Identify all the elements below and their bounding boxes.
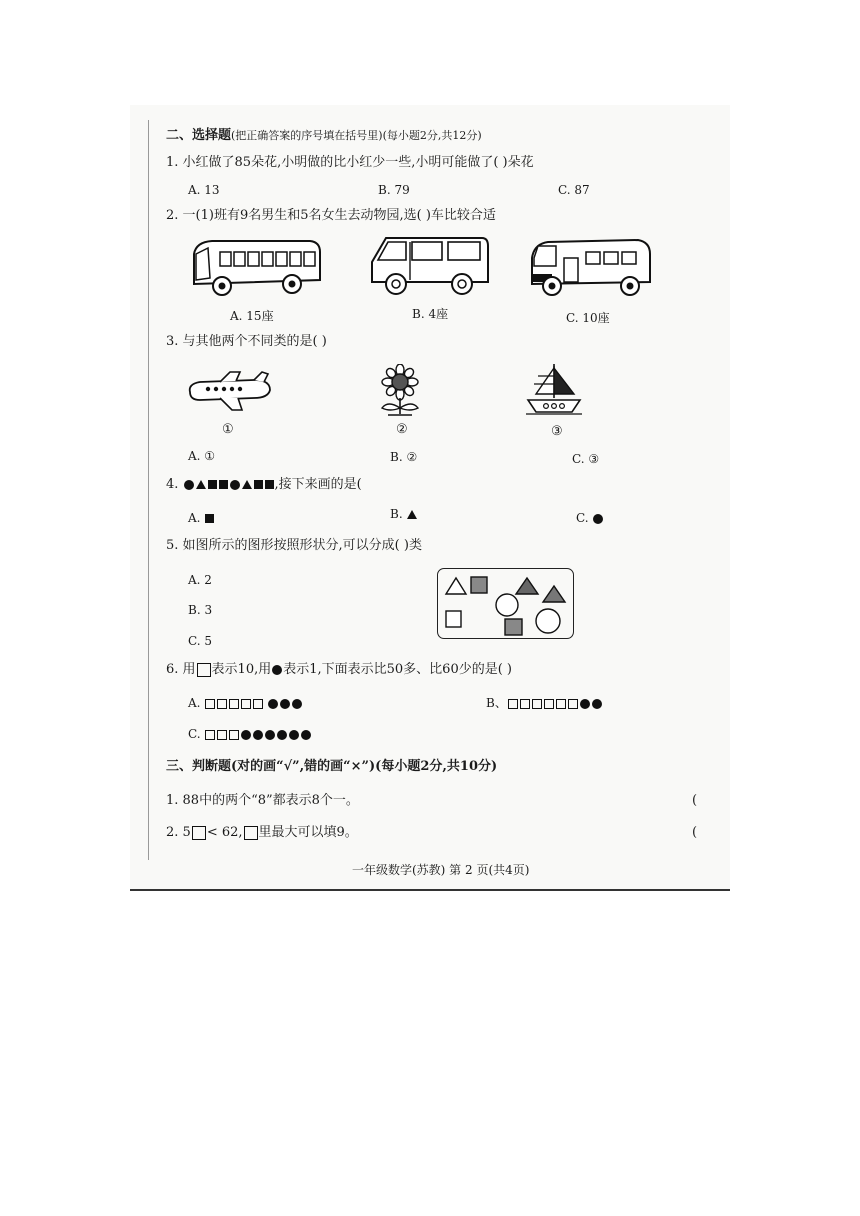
circle-icon [593, 514, 603, 524]
triangle-icon [407, 510, 417, 519]
section-3-title: 三、判断题(对的画“√”,错的画“×”)(每小题2分,共10分) [166, 759, 498, 774]
tens-square-icon [241, 699, 251, 709]
q6-text-part2: 表示10,用 [211, 662, 272, 677]
tens-square-icon [205, 730, 215, 740]
tens-square-icon [253, 699, 263, 709]
van-icon [366, 232, 492, 298]
page-footer: 一年级数学(苏教) 第 2 页(共4页) [352, 863, 530, 877]
q5-option-c: C. 5 [188, 634, 213, 648]
circle-icon [230, 480, 240, 490]
q6-option-c-label: C. [188, 727, 201, 741]
ones-dot-icon [268, 699, 278, 709]
tens-square-icon [532, 699, 542, 709]
q6-option-a-label: A. [188, 696, 201, 710]
ones-dot-icon [253, 730, 263, 740]
square-icon [254, 480, 263, 489]
q4-option-a [188, 510, 215, 526]
blank-box-icon [244, 826, 258, 840]
q1-option-c: C. 87 [558, 183, 590, 197]
margin-line [148, 120, 149, 860]
judge-q2-paren: ( [692, 825, 698, 840]
triangle-icon [196, 480, 206, 489]
q5-option-a: A. 2 [188, 573, 212, 587]
tens-square-icon [544, 699, 554, 709]
ones-dot-icon [301, 730, 311, 740]
bus-icon [186, 236, 326, 300]
q3-label-3: ③ [551, 424, 563, 439]
airplane-icon [184, 370, 274, 412]
q4-option-a-label: A. [188, 511, 201, 525]
judge-question-1: 1. 88中的两个“8”都表示8个一。 [166, 793, 359, 808]
tens-square-icon [556, 699, 566, 709]
question-3: 3. 与其他两个不同类的是( ) [166, 334, 327, 349]
ones-dot-icon [265, 730, 275, 740]
q3-label-2: ② [396, 422, 408, 437]
ones-dot-icon [580, 699, 590, 709]
question-6 [166, 662, 512, 678]
judge-question-2 [166, 825, 358, 841]
q5-option-b: B. 3 [188, 603, 213, 617]
q3-option-a: A. ① [188, 449, 216, 463]
q2-option-c: C. 10座 [566, 311, 610, 325]
q6-option-a [188, 695, 303, 711]
tens-square-icon [205, 699, 215, 709]
tens-square-icon [217, 699, 227, 709]
square-icon [219, 480, 228, 489]
question-2: 2. 一(1)班有9名男生和5名女生去动物园,选( )车比较合适 [166, 208, 496, 223]
tens-square-icon [229, 699, 239, 709]
q4-option-b-label: B. [390, 507, 403, 521]
q3-label-1: ① [222, 422, 234, 437]
question-5: 5. 如图所示的图形按照形状分,可以分成( )类 [166, 538, 422, 553]
q2-option-b: B. 4座 [412, 307, 449, 321]
square-icon [208, 480, 217, 489]
blank-box-icon [192, 826, 206, 840]
triangle-icon [242, 480, 252, 489]
q4-option-b [390, 506, 418, 522]
tens-square-icon [229, 730, 239, 740]
ones-dot-icon [241, 730, 251, 740]
minibus-icon [528, 236, 654, 298]
tens-square-icon [568, 699, 578, 709]
question-4 [166, 477, 362, 493]
q6-option-c [188, 726, 312, 742]
judge-q1-paren: ( [692, 793, 698, 808]
question-1: 1. 小红做了85朵花,小明做的比小红少一些,小明可能做了( )朵花 [166, 155, 534, 170]
tens-square-icon [508, 699, 518, 709]
q3-option-c: C. ③ [572, 452, 600, 466]
section-2-note: (把正确答案的序号填在括号里)(每小题2分,共12分) [231, 129, 482, 142]
ones-dot-icon [289, 730, 299, 740]
ones-dot-icon [280, 699, 290, 709]
q6-option-b-label: B、 [486, 696, 507, 710]
q4-question-tail: ,接下来画的是( [274, 477, 362, 492]
tens-square-icon [520, 699, 530, 709]
q6-text-part3: 表示1,下面表示比50多、比60少的是( ) [283, 662, 512, 677]
square-icon [205, 514, 214, 523]
circle-icon [184, 480, 194, 490]
sailboat-icon [524, 362, 584, 416]
q6-option-b [486, 695, 603, 711]
q4-option-c-label: C. [576, 511, 589, 525]
ones-dot-icon [277, 730, 287, 740]
square-icon [265, 480, 274, 489]
q3-option-b: B. ② [390, 450, 418, 464]
tens-square-icon [197, 663, 211, 677]
judge-q2-part3: 里最大可以填9。 [258, 825, 358, 840]
page-bottom-rule [130, 889, 730, 891]
section-2-heading [166, 128, 482, 144]
q6-text-part1: 6. 用 [166, 662, 196, 677]
q2-option-a: A. 15座 [230, 309, 274, 323]
q4-option-c [576, 510, 604, 526]
ones-dot-icon [272, 665, 282, 675]
q1-option-b: B. 79 [378, 183, 410, 197]
ones-dot-icon [592, 699, 602, 709]
judge-q2-part2: < 62, [206, 825, 243, 840]
shapes-drawing [438, 569, 572, 637]
judge-q2-part1: 2. 5 [166, 825, 191, 840]
ones-dot-icon [292, 699, 302, 709]
q1-option-a: A. 13 [188, 183, 220, 197]
section-2-title: 二、选择题 [166, 128, 232, 143]
tens-square-icon [217, 730, 227, 740]
q4-number: 4. [166, 477, 179, 492]
shapes-figure [437, 568, 574, 639]
sunflower-icon [374, 364, 426, 418]
